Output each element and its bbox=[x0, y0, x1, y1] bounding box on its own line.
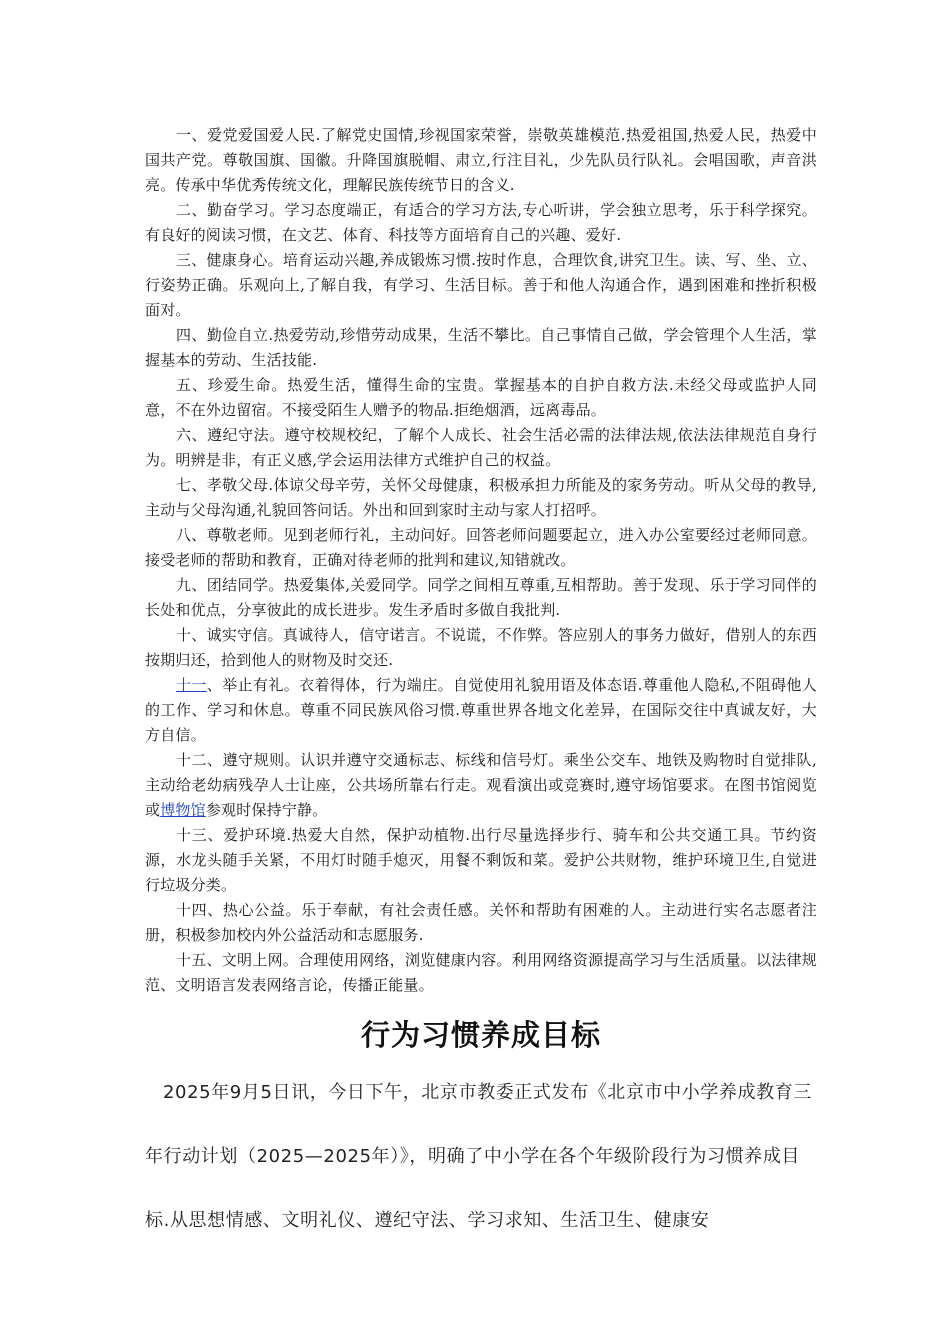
section-title: 行为习惯养成目标 bbox=[360, 1018, 601, 1052]
item-3: 三、健康身心。培育运动兴趣,养成锻炼习惯.按时作息，合理饮食,讲究卫生。读、写、坐、立、行姿势正确。乐观向上,了解自我，有学习、生活目标。善于和他人沟通合作，遇到困难和挫折积极面对。 bbox=[145, 251, 817, 319]
item-11 bbox=[145, 673, 817, 748]
item-2: 二、勤奋学习。学习态度端正，有适合的学习方法,专心听讲，学会独立思考，乐于科学探究。有良好的阅读习惯，在文艺、体育、科技等方面培育自己的兴趣、爱好. bbox=[145, 201, 817, 244]
item-15: 十五、文明上网。合理使用网络，浏览健康内容。利用网络资源提高学习与生活质量。以法律规范、文明语言发表网络言论，传播正能量。 bbox=[145, 951, 817, 994]
item-11-text: 、举止有礼。衣着得体，行为端庄。自觉使用礼貌用语及体态语.尊重他人隐私,不阻碍他人的工作、学习和休息。尊重不同民族风俗习惯.尊重世界各地文化差异，在国际交往中真诚友好，大方自信。 bbox=[145, 676, 817, 744]
item-12-text-before: 十二、遵守规则。认识并遵守交通标志、标线和信号灯。乘坐公交车、地铁及购物时自觉排队,主动给老幼病残孕人士让座，公共场所靠右行走。观看演出或竞赛时,遵守场馆要求。在图书馆阅览或 bbox=[145, 751, 817, 819]
item-7: 七、孝敬父母.体谅父母辛劳，关怀父母健康，积极承担力所能及的家务劳动。听从父母的教导,主动与父母沟通,礼貌回答问话。外出和回到家时主动与家人打招呼。 bbox=[145, 476, 817, 519]
item-6: 六、遵纪守法。遵守校规校纪，了解个人成长、社会生活必需的法律法规,依法法律规范自身行为。明辨是非，有正义感,学会运用法律方式维护自己的权益。 bbox=[145, 426, 817, 469]
item-11-link[interactable]: 十一 bbox=[176, 676, 207, 694]
item-12 bbox=[145, 748, 817, 823]
news-paragraph: 2025年9月5日讯，今日下午，北京市教委正式发布《北京市中小学养成教育三年行动计划（2025—2025年）》，明确了中小学在各个年级阶段行为习惯养成目标.从思想情感、文明礼仪、遵纪守法、学习求知、生活卫生、健康安 bbox=[145, 1082, 812, 1231]
item-1: 一、爱党爱国爱人民.了解党史国情,珍视国家荣誉，崇敬英雄模范.热爱祖国,热爱人民，热爱中国共产党。尊敬国旗、国徽。升降国旗脱帽、肃立,行注目礼，少先队员行队礼。会唱国歌，声音洪亮。传承中华优秀传统文化，理解民族传统节日的含义. bbox=[145, 126, 817, 194]
item-4: 四、勤俭自立.热爱劳动,珍惜劳动成果，生活不攀比。自己事情自己做，学会管理个人生活，掌握基本的劳动、生活技能. bbox=[145, 326, 817, 369]
item-13: 十三、爱护环境.热爱大自然，保护动植物.出行尽量选择步行、骑车和公共交通工具。节约资源，水龙头随手关紧，不用灯时随手熄灭，用餐不剩饭和菜。爱护公共财物，维护环境卫生,自觉进行垃圾分类。 bbox=[145, 826, 817, 894]
document-page bbox=[145, 123, 817, 1253]
museum-link[interactable]: 博物馆 bbox=[160, 801, 206, 819]
item-5: 五、珍爱生命。热爱生活，懂得生命的宝贵。掌握基本的自护自救方法.未经父母或监护人同意，不在外边留宿。不接受陌生人赠予的物品.拒绝烟酒，远离毒品。 bbox=[145, 376, 817, 419]
item-9: 九、团结同学。热爱集体,关爱同学。同学之间相互尊重,互相帮助。善于发现、乐于学习同伴的长处和优点，分享彼此的成长进步。发生矛盾时多做自我批判. bbox=[145, 576, 817, 619]
item-14: 十四、热心公益。乐于奉献，有社会责任感。关怀和帮助有困难的人。主动进行实名志愿者注册，积极参加校内外公益活动和志愿服务. bbox=[145, 901, 817, 944]
item-12-text-after: 参观时保持宁静。 bbox=[205, 801, 328, 819]
item-10: 十、诚实守信。真诚待人，信守诺言。不说谎，不作弊。答应别人的事务力做好，借别人的东西按期归还，拾到他人的财物及时交还. bbox=[145, 626, 817, 669]
item-8: 八、尊敬老师。见到老师行礼，主动问好。回答老师问题要起立，进入办公室要经过老师同意。接受老师的帮助和教育，正确对待老师的批判和建议,知错就改。 bbox=[145, 526, 817, 569]
